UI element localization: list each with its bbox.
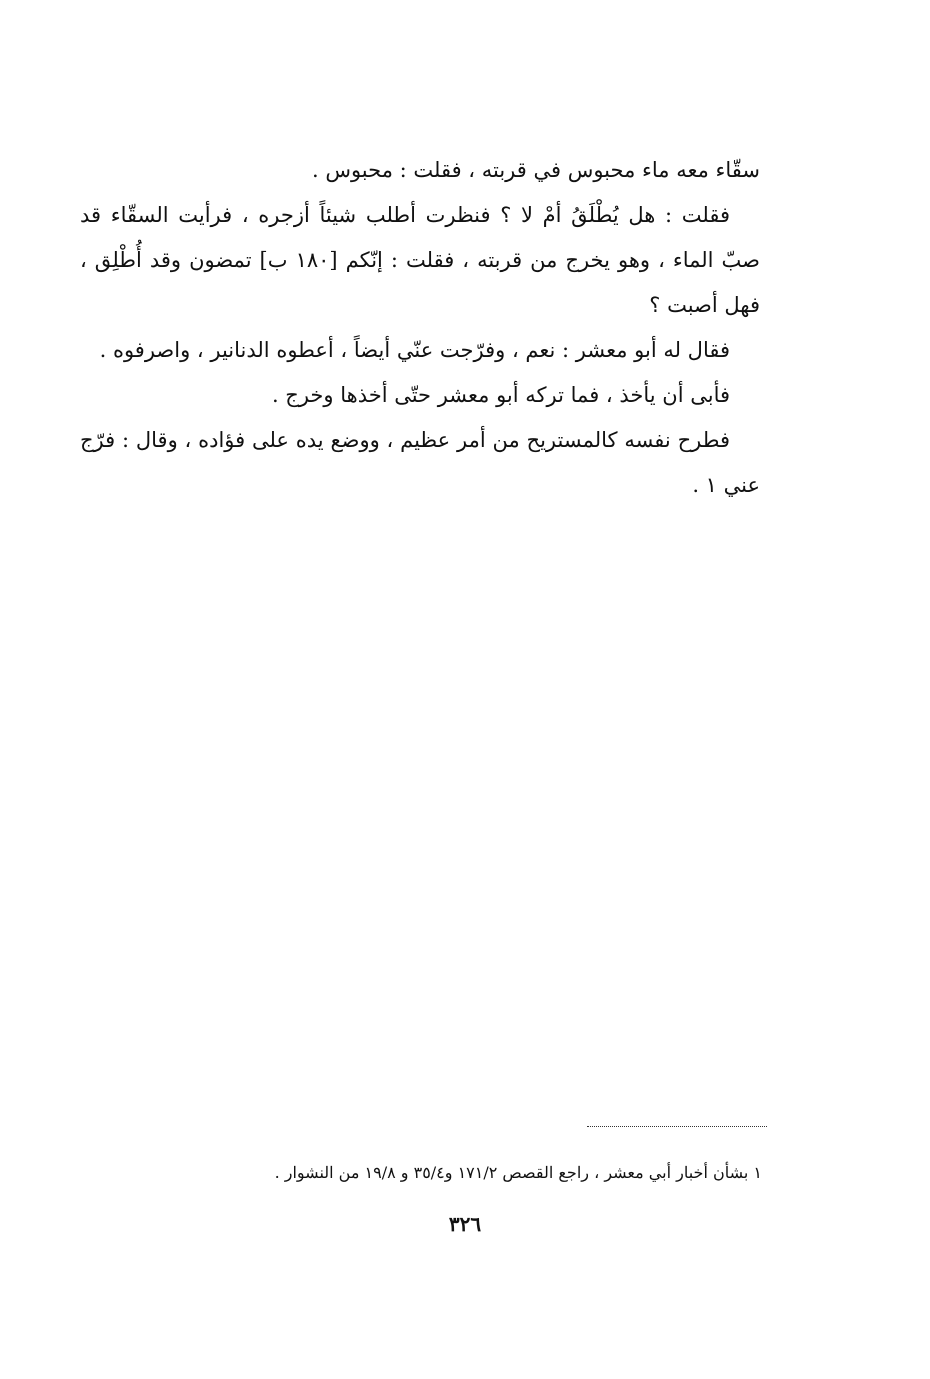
paragraph-4: فأبى أن يأخذ ، فما تركه أبو معشر حتّى أخذها وخرج .: [271, 383, 730, 407]
paragraph-5: فطرح نفسه كالمستريح من أمر عظيم ، ووضع يده على فؤاده ، وقال : فرّج عني ١ .: [80, 428, 760, 497]
paragraph-3: فقال له أبو معشر : نعم ، وفرّجت عنّي أيضاً ، أعطوه الدنانير ، واصرفوه .: [99, 338, 730, 362]
footnote: ١ بشأن أخبار أبي معشر ، راجع القصص ١٧١/٢ و٣٥/٤ و ١٩/٨ من النشوار .: [274, 1163, 762, 1182]
paragraph-2: فقلت : هل يُطْلَقُ أمْ لا ؟ فنظرت أطلب شيئاً أزجره ، فرأيت السقّاء قد صبّ الماء ، وهو يخرج من قربته ، فقلت : إنّكم [١٨٠ ب] تمضون وقد أُطْلِق ، فهل أصبت ؟: [80, 203, 760, 317]
page-number: ٣٢٦: [448, 1212, 482, 1236]
main-text: [80, 148, 760, 508]
footnote-divider: [587, 1126, 767, 1127]
paragraph-1: سقّاء معه ماء محبوس في قربته ، فقلت : محبوس .: [311, 158, 760, 182]
